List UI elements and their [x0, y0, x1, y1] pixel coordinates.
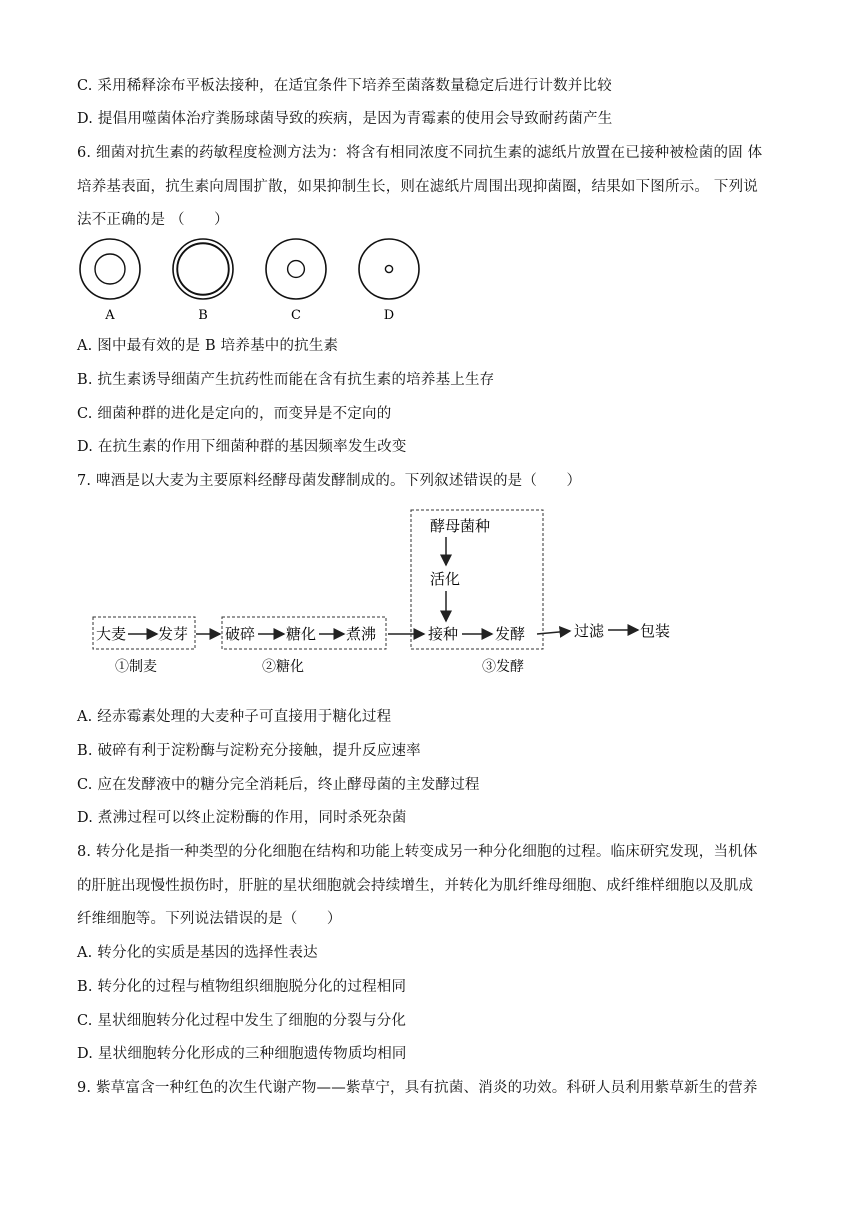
- petri-dish-a: [80, 239, 140, 323]
- q9-stem-line1: 9. 紫草富含一种红色的次生代谢产物——紫草宁，具有抗菌、消炎的功效。科研人员利用紫草新生的营养: [77, 1080, 758, 1096]
- q8-stem-line3: 纤维细胞等。下列说法错误的是（ ）: [77, 911, 342, 927]
- node-barley: 大麦: [96, 625, 127, 643]
- q6-stem-line1: 6. 细菌对抗生素的药敏程度检测方法为：将含有相同浓度不同抗生素的滤纸片放置在已接种被检菌的固 体: [77, 145, 763, 161]
- stage-label-1: ①制麦: [115, 659, 157, 675]
- q7-option-a: A. 经赤霉素处理的大麦种子可直接用于糖化过程: [77, 709, 392, 725]
- stage-label-3: ③发酵: [482, 659, 524, 675]
- node-inoculate: 接种: [428, 625, 459, 643]
- q6-option-a: A. 图中最有效的是 B 培养基中的抗生素: [77, 338, 339, 354]
- stage-label-2: ②糖化: [262, 659, 304, 675]
- inhibition-zone: [178, 244, 229, 295]
- dish-label: C: [291, 308, 301, 323]
- node-sprout: 发芽: [158, 625, 189, 643]
- q7-option-b: B. 破碎有利于淀粉酶与淀粉充分接触，提升反应速率: [77, 743, 421, 759]
- dish-outer-circle: [359, 239, 419, 299]
- q6-option-d: D. 在抗生素的作用下细菌种群的基因频率发生改变: [77, 439, 407, 455]
- petri-dish-c: [266, 239, 326, 323]
- node-crush: 破碎: [225, 625, 256, 643]
- dish-label: D: [383, 308, 395, 323]
- node-activate: 活化: [430, 570, 461, 588]
- dish-outer-circle: [266, 239, 326, 299]
- petri-dish-figure: [70, 232, 430, 324]
- inhibition-zone: [288, 261, 305, 278]
- q7-stem: 7. 啤酒是以大麦为主要原料经酵母菌发酵制成的。下列叙述错误的是（ ）: [77, 473, 582, 489]
- node-filter: 过滤: [574, 622, 605, 640]
- node-yeast: 酵母菌种: [430, 517, 491, 535]
- inhibition-zone: [385, 265, 392, 272]
- node-boil: 煮沸: [346, 625, 377, 643]
- node-ferment: 发酵: [495, 625, 526, 643]
- petri-dish-d: [359, 239, 419, 323]
- q8-option-a: A. 转分化的实质是基因的选择性表达: [77, 945, 318, 961]
- petri-dish-b: [173, 239, 233, 323]
- q6-stem-line3: 法不正确的是 （ ）: [77, 212, 229, 228]
- q8-option-c: C. 星状细胞转分化过程中发生了细胞的分裂与分化: [77, 1013, 407, 1029]
- q6-stem-line2: 培养基表面，抗生素向周围扩散，如果抑制生长，则在滤纸片周围出现抑菌圈，结果如下图所示。 下列说: [77, 179, 759, 195]
- dish-outer-circle: [173, 239, 233, 299]
- node-saccharify: 糖化: [286, 625, 317, 643]
- q7-option-d: D. 煮沸过程可以终止淀粉酶的作用，同时杀死杂菌: [77, 810, 407, 826]
- dish-label: A: [105, 308, 115, 323]
- q6-option-b: B. 抗生素诱导细菌产生抗药性而能在含有抗生素的培养基上生存: [77, 372, 495, 388]
- dish-label: B: [198, 308, 208, 323]
- q8-stem-line2: 的肝脏出现慢性损伤时，肝脏的星状细胞就会持续增生，并转化为肌纤维母细胞、成纤维样细胞以及肌成: [77, 878, 754, 894]
- option-c-q5: C. 采用稀释涂布平板法接种，在适宜条件下培养至菌落数量稳定后进行计数并比较: [77, 78, 612, 94]
- q8-stem-line1: 8. 转分化是指一种类型的分化细胞在结构和功能上转变成另一种分化细胞的过程。临床研究发现，当机体: [77, 844, 758, 860]
- q6-option-c: C. 细菌种群的进化是定向的，而变异是不定向的: [77, 406, 392, 422]
- node-pack: 包装: [640, 622, 671, 640]
- q7-option-c: C. 应在发酵液中的糖分完全消耗后，终止酵母菌的主发酵过程: [77, 777, 480, 793]
- q8-option-d: D. 星状细胞转分化形成的三种细胞遗传物质均相同: [77, 1046, 407, 1062]
- q8-option-b: B. 转分化的过程与植物组织细胞脱分化的过程相同: [77, 979, 407, 995]
- inhibition-zone: [95, 254, 125, 284]
- option-d-q5: D. 提倡用噬菌体治疗粪肠球菌导致的疾病，是因为青霉素的使用会导致耐药菌产生: [77, 111, 613, 127]
- dish-outer-circle: [80, 239, 140, 299]
- beer-process-flowchart: [88, 505, 688, 683]
